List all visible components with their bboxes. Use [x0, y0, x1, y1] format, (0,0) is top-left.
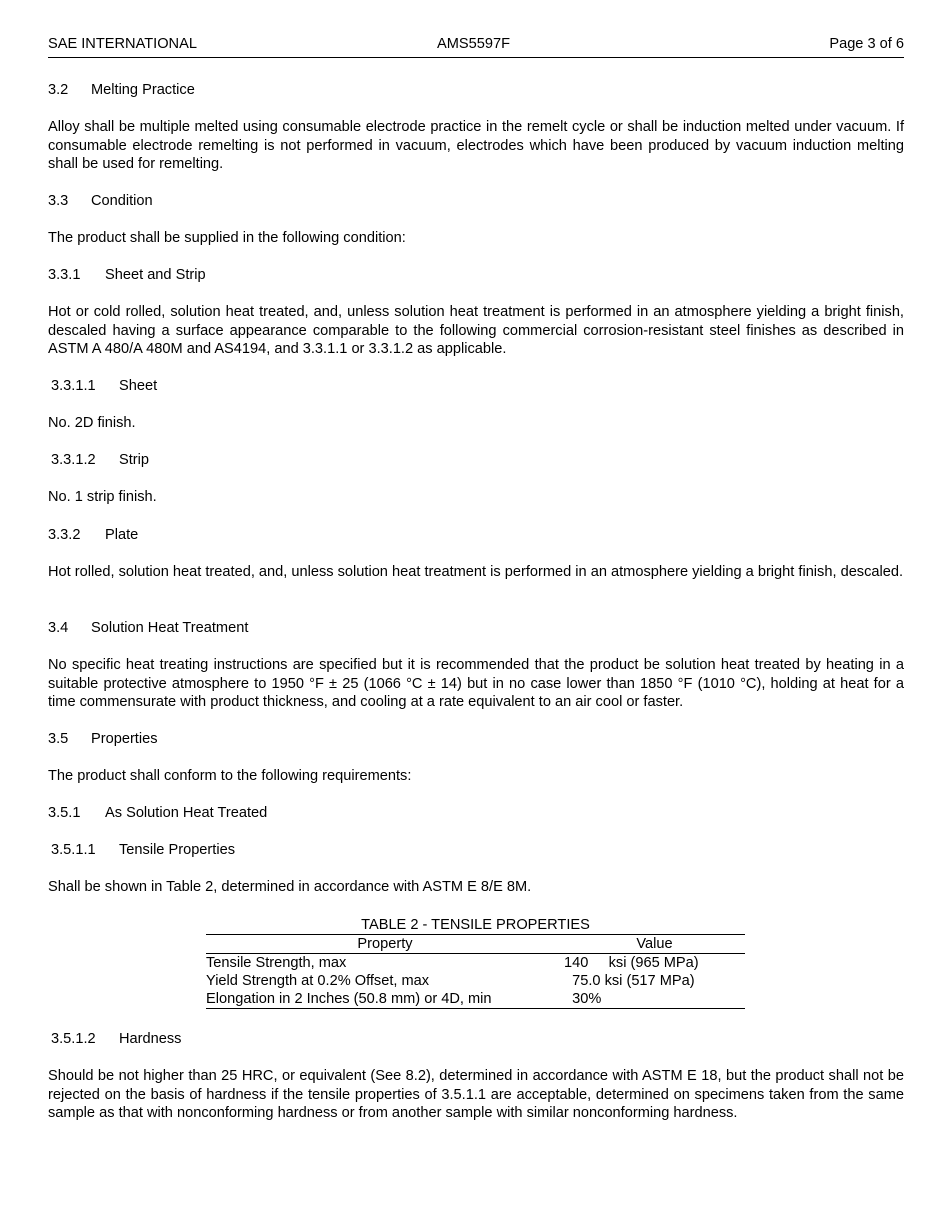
- table-row: [206, 972, 745, 990]
- header-document-number: AMS5597F: [437, 36, 511, 52]
- heading-3-4: [48, 619, 904, 638]
- section-title: As Solution Heat Treated: [105, 805, 268, 821]
- section-title: Sheet: [119, 378, 158, 394]
- section-title: Condition: [91, 193, 153, 209]
- value-cell: 30%: [564, 991, 602, 1007]
- section-title: Sheet and Strip: [105, 267, 206, 283]
- paragraph-3-2: Alloy shall be multiple melted using consumable electrode practice in the remelt cycle or shall be induction melted under vacuum. If consumable electrode remelting is not performed in vacuum, electrodes which have been produced by vacuum induction melting shall be used for remelting.: [48, 119, 904, 172]
- paragraph-3-3-1: Hot or cold rolled, solution heat treated, and, unless solution heat treatment is performed in an atmosphere yielding a bright finish, descaled having a surface appearance comparable to the following commercial corrosion-resistant steel finishes as described in ASTM A 480/A 480M and AS4194, and 3.3.1.1 or 3.3.1.2 as applicable.: [48, 304, 904, 357]
- table-2-tensile-properties: [206, 916, 745, 1009]
- paragraph-3-3-1-2: No. 1 strip finish.: [48, 489, 157, 505]
- heading-3-3: [48, 192, 904, 211]
- heading-3-5-1-1: [51, 841, 907, 860]
- heading-3-3-1-1: [51, 377, 907, 396]
- paragraph-3-3: The product shall be supplied in the following condition:: [48, 230, 406, 246]
- section-number: 3.3.1.1: [51, 378, 96, 394]
- heading-3-5-1: [48, 804, 904, 823]
- section-number: 3.3.1.2: [51, 452, 96, 468]
- paragraph-3-5-1-1: Shall be shown in Table 2, determined in accordance with ASTM E 8/E 8M.: [48, 879, 532, 895]
- section-number: 3.3.1: [48, 267, 81, 283]
- column-header-value: Value: [636, 936, 673, 952]
- section-title: Tensile Properties: [119, 842, 235, 858]
- value-cell: 140 ksi (965 MPa): [564, 955, 699, 971]
- heading-3-2: [48, 81, 904, 100]
- paragraph-3-5-1-2: Should be not higher than 25 HRC, or equivalent (See 8.2), determined in accordance with ASTM E 18, but the product shall not be rejected on the basis of hardness if the tensile properties of 3.5.1.1 are acceptable, determined on specimens taken from the same sample as that with nonconforming hardness or from another sample with similar nonconforming hardness.: [48, 1068, 904, 1121]
- section-number: 3.5: [48, 731, 69, 747]
- paragraph-3-5: The product shall conform to the following requirements:: [48, 768, 412, 784]
- table-row: [206, 990, 745, 1008]
- section-title: Solution Heat Treatment: [91, 620, 249, 636]
- heading-3-3-2: [48, 526, 904, 545]
- property-cell: Elongation in 2 Inches (50.8 mm) or 4D, min: [206, 991, 492, 1007]
- heading-3-3-1-2: [51, 451, 907, 470]
- header-page-number: Page 3 of 6: [829, 36, 904, 52]
- section-number: 3.3: [48, 193, 69, 209]
- section-title: Hardness: [119, 1031, 182, 1047]
- section-number: 3.5.1.1: [51, 842, 96, 858]
- property-cell: Tensile Strength, max: [206, 955, 347, 971]
- section-number: 3.5.1.2: [51, 1031, 96, 1047]
- section-number: 3.2: [48, 82, 69, 98]
- section-title: Plate: [105, 527, 139, 543]
- heading-3-5-1-2: [51, 1030, 907, 1049]
- property-cell: Yield Strength at 0.2% Offset, max: [206, 973, 430, 989]
- heading-3-5: [48, 730, 904, 749]
- section-number: 3.4: [48, 620, 69, 636]
- table-bottom-rule: [206, 1008, 745, 1009]
- section-number: 3.3.2: [48, 527, 81, 543]
- section-title: Properties: [91, 731, 158, 747]
- paragraph-3-4: No specific heat treating instructions are specified but it is recommended that the product be solution heat treated by heating in a suitable protective atmosphere to 1950 °F ± 25 (1066 °C ± 14) but in no case lower than 1850 °F (1010 °C), holding at heat for a time commensurate with product thickness, and cooling at a rate equivalent to an air cool or faster.: [48, 657, 904, 710]
- section-title: Melting Practice: [91, 82, 195, 98]
- column-header-property: Property: [357, 936, 413, 952]
- value-cell: 75.0 ksi (517 MPa): [564, 973, 695, 989]
- table-header-row: [206, 934, 745, 954]
- document-page: [48, 35, 904, 1121]
- table-row: [206, 954, 745, 972]
- header-organization: SAE INTERNATIONAL: [48, 36, 197, 52]
- section-title: Strip: [119, 452, 150, 468]
- paragraph-3-3-2: Hot rolled, solution heat treated, and, unless solution heat treatment is performed in an atmosphere yielding a bright finish, descaled.: [48, 564, 904, 580]
- table-caption: TABLE 2 - TENSILE PROPERTIES: [361, 917, 590, 933]
- heading-3-3-1: [48, 266, 904, 285]
- section-number: 3.5.1: [48, 805, 81, 821]
- page-header: [48, 35, 904, 58]
- paragraph-3-3-1-1: No. 2D finish.: [48, 415, 136, 431]
